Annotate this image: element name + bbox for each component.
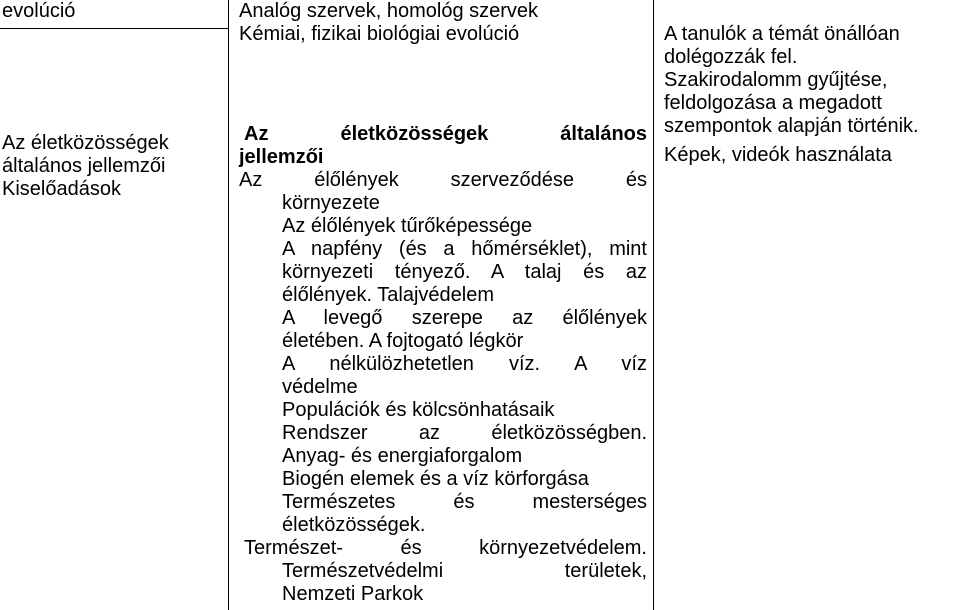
methods-line-2: dolégozzák fel. — [664, 46, 798, 68]
content-line-6: élőlények. Talajvédelem — [282, 284, 494, 306]
content-line-5: környezeti tényező. A talaj és az — [282, 261, 647, 283]
content-line-1: Az élőlények szerveződése és — [239, 169, 647, 191]
methods-cell — [664, 23, 956, 167]
content-line-3: Az élőlények tűrőképessége — [282, 215, 533, 237]
content-line-8: életében. A fojtogató légkör — [282, 330, 524, 352]
content-line-14: Biogén elemek és a víz körforgása — [282, 468, 589, 490]
methods-line-6: Képek, videók használata — [664, 144, 892, 166]
section-heading-cont: jellemzői — [239, 146, 324, 168]
methods-line-4: feldolgozása a megadott — [664, 92, 882, 114]
topic-cell — [2, 132, 226, 201]
content-line-16: életközösségek. — [282, 514, 426, 536]
row-divider — [0, 28, 228, 29]
content-line-4: A napfény (és a hőmérséklet), mint — [282, 238, 647, 260]
content-line-7: A levegő szerepe az élőlények — [282, 307, 647, 329]
content-line-11: Populációk és kölcsönhatásaik — [282, 399, 555, 421]
content-line-2: környezete — [282, 192, 380, 214]
content-line-15: Természetes és mesterséges — [282, 491, 647, 513]
content-line-18: Természetvédelmi területek, — [282, 560, 647, 582]
methods-line-3: Szakirodalomm gyűjtése, — [664, 69, 888, 91]
content-line-19: Nemzeti Parkok — [282, 583, 424, 605]
content-line-12: Rendszer az életközösségben. — [282, 422, 647, 444]
content-line-10: védelme — [282, 376, 358, 398]
methods-line-5: szempontok alapján történik. — [664, 115, 919, 137]
content-line-13: Anyag- és energiaforgalom — [282, 445, 523, 467]
content-line-evolucio: Kémiai, fizikai biológiai evolúció — [239, 23, 520, 45]
row-label-evolucio: evolúció — [2, 0, 76, 22]
topic-line-3: Kiselőadások — [2, 178, 121, 200]
content-line-17: Természet- és környezetvédelem. — [244, 537, 647, 559]
column-divider-2 — [653, 0, 654, 610]
methods-line-1: A tanulók a témát önállóan — [664, 23, 900, 45]
content-line-analog: Analóg szervek, homológ szervek — [239, 0, 539, 22]
section-heading: Az életközösségek általános — [244, 123, 647, 145]
topic-line-2: általános jellemzői — [2, 155, 166, 177]
topic-line-1: Az életközösségek — [2, 132, 169, 154]
content-line-9: A nélkülözhetetlen víz. A víz — [282, 353, 647, 375]
column-divider-1 — [228, 0, 229, 610]
